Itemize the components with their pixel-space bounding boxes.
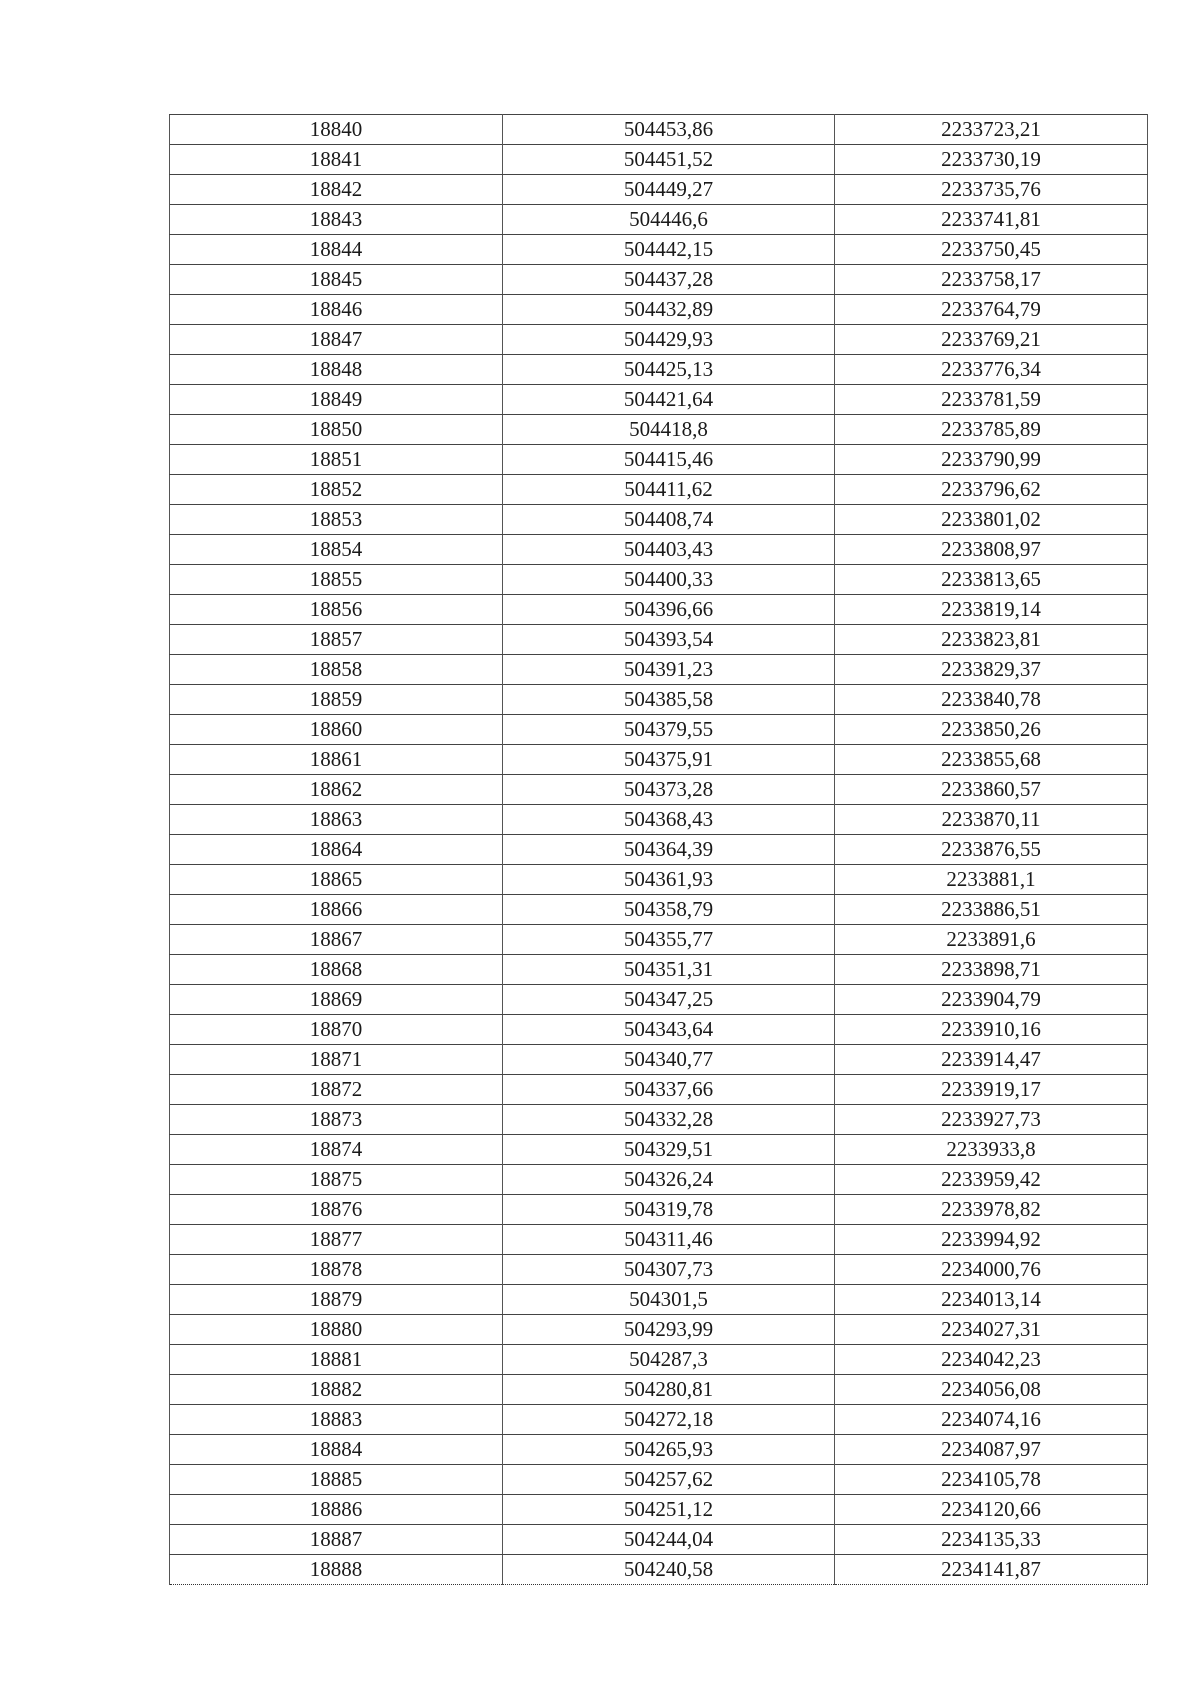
y-coordinate-cell: 2234120,66 xyxy=(835,1495,1148,1525)
table-row xyxy=(170,535,1148,565)
table-row xyxy=(170,1195,1148,1225)
point-number-cell: 18888 xyxy=(170,1555,503,1585)
y-coordinate-cell: 2233776,34 xyxy=(835,355,1148,385)
x-coordinate-cell: 504364,39 xyxy=(503,835,835,865)
point-number-cell: 18859 xyxy=(170,685,503,715)
x-coordinate-cell: 504244,04 xyxy=(503,1525,835,1555)
x-coordinate-cell: 504301,5 xyxy=(503,1285,835,1315)
x-coordinate-cell: 504280,81 xyxy=(503,1375,835,1405)
table-row xyxy=(170,1225,1148,1255)
y-coordinate-cell: 2233796,62 xyxy=(835,475,1148,505)
y-coordinate-cell: 2233860,57 xyxy=(835,775,1148,805)
y-coordinate-cell: 2233919,17 xyxy=(835,1075,1148,1105)
table-row xyxy=(170,475,1148,505)
y-coordinate-cell: 2233855,68 xyxy=(835,745,1148,775)
point-number-cell: 18842 xyxy=(170,175,503,205)
point-number-cell: 18885 xyxy=(170,1465,503,1495)
table-row xyxy=(170,895,1148,925)
x-coordinate-cell: 504446,6 xyxy=(503,205,835,235)
x-coordinate-cell: 504347,25 xyxy=(503,985,835,1015)
table-row xyxy=(170,865,1148,895)
y-coordinate-cell: 2233904,79 xyxy=(835,985,1148,1015)
point-number-cell: 18868 xyxy=(170,955,503,985)
x-coordinate-cell: 504421,64 xyxy=(503,385,835,415)
y-coordinate-cell: 2233959,42 xyxy=(835,1165,1148,1195)
x-coordinate-cell: 504432,89 xyxy=(503,295,835,325)
x-coordinate-cell: 504257,62 xyxy=(503,1465,835,1495)
point-number-cell: 18884 xyxy=(170,1435,503,1465)
table-row xyxy=(170,1255,1148,1285)
point-number-cell: 18882 xyxy=(170,1375,503,1405)
x-coordinate-cell: 504379,55 xyxy=(503,715,835,745)
y-coordinate-cell: 2234087,97 xyxy=(835,1435,1148,1465)
x-coordinate-cell: 504332,28 xyxy=(503,1105,835,1135)
y-coordinate-cell: 2233723,21 xyxy=(835,115,1148,145)
x-coordinate-cell: 504355,77 xyxy=(503,925,835,955)
point-number-cell: 18872 xyxy=(170,1075,503,1105)
x-coordinate-cell: 504251,12 xyxy=(503,1495,835,1525)
point-number-cell: 18853 xyxy=(170,505,503,535)
point-number-cell: 18845 xyxy=(170,265,503,295)
point-number-cell: 18854 xyxy=(170,535,503,565)
table-row xyxy=(170,1345,1148,1375)
table-row xyxy=(170,715,1148,745)
point-number-cell: 18887 xyxy=(170,1525,503,1555)
x-coordinate-cell: 504272,18 xyxy=(503,1405,835,1435)
y-coordinate-cell: 2234135,33 xyxy=(835,1525,1148,1555)
table-row xyxy=(170,1015,1148,1045)
table-row xyxy=(170,925,1148,955)
coordinates-table xyxy=(169,114,1148,1585)
point-number-cell: 18881 xyxy=(170,1345,503,1375)
y-coordinate-cell: 2234141,87 xyxy=(835,1555,1148,1585)
x-coordinate-cell: 504403,43 xyxy=(503,535,835,565)
point-number-cell: 18862 xyxy=(170,775,503,805)
y-coordinate-cell: 2233870,11 xyxy=(835,805,1148,835)
point-number-cell: 18850 xyxy=(170,415,503,445)
x-coordinate-cell: 504307,73 xyxy=(503,1255,835,1285)
point-number-cell: 18857 xyxy=(170,625,503,655)
y-coordinate-cell: 2233801,02 xyxy=(835,505,1148,535)
x-coordinate-cell: 504418,8 xyxy=(503,415,835,445)
table-row xyxy=(170,655,1148,685)
table-row xyxy=(170,1075,1148,1105)
x-coordinate-cell: 504375,91 xyxy=(503,745,835,775)
x-coordinate-cell: 504343,64 xyxy=(503,1015,835,1045)
x-coordinate-cell: 504265,93 xyxy=(503,1435,835,1465)
x-coordinate-cell: 504351,31 xyxy=(503,955,835,985)
table-row xyxy=(170,1495,1148,1525)
x-coordinate-cell: 504287,3 xyxy=(503,1345,835,1375)
point-number-cell: 18849 xyxy=(170,385,503,415)
point-number-cell: 18864 xyxy=(170,835,503,865)
y-coordinate-cell: 2233994,92 xyxy=(835,1225,1148,1255)
x-coordinate-cell: 504326,24 xyxy=(503,1165,835,1195)
table-row xyxy=(170,265,1148,295)
point-number-cell: 18841 xyxy=(170,145,503,175)
point-number-cell: 18880 xyxy=(170,1315,503,1345)
table-row xyxy=(170,505,1148,535)
x-coordinate-cell: 504329,51 xyxy=(503,1135,835,1165)
y-coordinate-cell: 2234000,76 xyxy=(835,1255,1148,1285)
x-coordinate-cell: 504449,27 xyxy=(503,175,835,205)
table-row xyxy=(170,955,1148,985)
y-coordinate-cell: 2233978,82 xyxy=(835,1195,1148,1225)
x-coordinate-cell: 504429,93 xyxy=(503,325,835,355)
table-row xyxy=(170,385,1148,415)
y-coordinate-cell: 2234042,23 xyxy=(835,1345,1148,1375)
y-coordinate-cell: 2234013,14 xyxy=(835,1285,1148,1315)
table-row xyxy=(170,595,1148,625)
table-row xyxy=(170,325,1148,355)
table-row xyxy=(170,145,1148,175)
table-row xyxy=(170,295,1148,325)
coordinates-table-body xyxy=(170,115,1148,1585)
point-number-cell: 18875 xyxy=(170,1165,503,1195)
x-coordinate-cell: 504319,78 xyxy=(503,1195,835,1225)
point-number-cell: 18844 xyxy=(170,235,503,265)
table-row xyxy=(170,1555,1148,1585)
x-coordinate-cell: 504340,77 xyxy=(503,1045,835,1075)
y-coordinate-cell: 2233829,37 xyxy=(835,655,1148,685)
table-row xyxy=(170,1405,1148,1435)
y-coordinate-cell: 2233876,55 xyxy=(835,835,1148,865)
x-coordinate-cell: 504437,28 xyxy=(503,265,835,295)
table-row xyxy=(170,775,1148,805)
y-coordinate-cell: 2233819,14 xyxy=(835,595,1148,625)
point-number-cell: 18876 xyxy=(170,1195,503,1225)
point-number-cell: 18869 xyxy=(170,985,503,1015)
point-number-cell: 18870 xyxy=(170,1015,503,1045)
table-row xyxy=(170,1105,1148,1135)
point-number-cell: 18879 xyxy=(170,1285,503,1315)
x-coordinate-cell: 504240,58 xyxy=(503,1555,835,1585)
point-number-cell: 18851 xyxy=(170,445,503,475)
point-number-cell: 18856 xyxy=(170,595,503,625)
table-row xyxy=(170,685,1148,715)
table-row xyxy=(170,565,1148,595)
point-number-cell: 18852 xyxy=(170,475,503,505)
table-row xyxy=(170,805,1148,835)
point-number-cell: 18843 xyxy=(170,205,503,235)
x-coordinate-cell: 504373,28 xyxy=(503,775,835,805)
table-row xyxy=(170,1525,1148,1555)
y-coordinate-cell: 2233840,78 xyxy=(835,685,1148,715)
y-coordinate-cell: 2233750,45 xyxy=(835,235,1148,265)
y-coordinate-cell: 2233758,17 xyxy=(835,265,1148,295)
y-coordinate-cell: 2233808,97 xyxy=(835,535,1148,565)
table-row xyxy=(170,415,1148,445)
x-coordinate-cell: 504311,46 xyxy=(503,1225,835,1255)
y-coordinate-cell: 2234027,31 xyxy=(835,1315,1148,1345)
y-coordinate-cell: 2233735,76 xyxy=(835,175,1148,205)
y-coordinate-cell: 2233886,51 xyxy=(835,895,1148,925)
table-row xyxy=(170,445,1148,475)
y-coordinate-cell: 2233881,1 xyxy=(835,865,1148,895)
y-coordinate-cell: 2234105,78 xyxy=(835,1465,1148,1495)
y-coordinate-cell: 2233933,8 xyxy=(835,1135,1148,1165)
x-coordinate-cell: 504425,13 xyxy=(503,355,835,385)
y-coordinate-cell: 2233790,99 xyxy=(835,445,1148,475)
table-row xyxy=(170,1315,1148,1345)
y-coordinate-cell: 2233730,19 xyxy=(835,145,1148,175)
x-coordinate-cell: 504337,66 xyxy=(503,1075,835,1105)
x-coordinate-cell: 504391,23 xyxy=(503,655,835,685)
table-row xyxy=(170,115,1148,145)
x-coordinate-cell: 504415,46 xyxy=(503,445,835,475)
y-coordinate-cell: 2233813,65 xyxy=(835,565,1148,595)
table-row xyxy=(170,1165,1148,1195)
y-coordinate-cell: 2233781,59 xyxy=(835,385,1148,415)
y-coordinate-cell: 2233910,16 xyxy=(835,1015,1148,1045)
point-number-cell: 18848 xyxy=(170,355,503,385)
point-number-cell: 18865 xyxy=(170,865,503,895)
x-coordinate-cell: 504396,66 xyxy=(503,595,835,625)
table-row xyxy=(170,175,1148,205)
y-coordinate-cell: 2233741,81 xyxy=(835,205,1148,235)
x-coordinate-cell: 504451,52 xyxy=(503,145,835,175)
point-number-cell: 18867 xyxy=(170,925,503,955)
x-coordinate-cell: 504442,15 xyxy=(503,235,835,265)
point-number-cell: 18846 xyxy=(170,295,503,325)
y-coordinate-cell: 2234056,08 xyxy=(835,1375,1148,1405)
y-coordinate-cell: 2234074,16 xyxy=(835,1405,1148,1435)
x-coordinate-cell: 504293,99 xyxy=(503,1315,835,1345)
y-coordinate-cell: 2233898,71 xyxy=(835,955,1148,985)
y-coordinate-cell: 2233764,79 xyxy=(835,295,1148,325)
table-row xyxy=(170,985,1148,1015)
y-coordinate-cell: 2233769,21 xyxy=(835,325,1148,355)
table-row xyxy=(170,355,1148,385)
table-row xyxy=(170,1465,1148,1495)
table-row xyxy=(170,1135,1148,1165)
table-row xyxy=(170,1375,1148,1405)
table-row xyxy=(170,1285,1148,1315)
y-coordinate-cell: 2233823,81 xyxy=(835,625,1148,655)
x-coordinate-cell: 504393,54 xyxy=(503,625,835,655)
table-row xyxy=(170,205,1148,235)
x-coordinate-cell: 504453,86 xyxy=(503,115,835,145)
table-row xyxy=(170,1045,1148,1075)
x-coordinate-cell: 504361,93 xyxy=(503,865,835,895)
point-number-cell: 18860 xyxy=(170,715,503,745)
table-row xyxy=(170,745,1148,775)
y-coordinate-cell: 2233850,26 xyxy=(835,715,1148,745)
y-coordinate-cell: 2233927,73 xyxy=(835,1105,1148,1135)
point-number-cell: 18878 xyxy=(170,1255,503,1285)
point-number-cell: 18861 xyxy=(170,745,503,775)
point-number-cell: 18858 xyxy=(170,655,503,685)
y-coordinate-cell: 2233914,47 xyxy=(835,1045,1148,1075)
x-coordinate-cell: 504408,74 xyxy=(503,505,835,535)
point-number-cell: 18871 xyxy=(170,1045,503,1075)
point-number-cell: 18840 xyxy=(170,115,503,145)
point-number-cell: 18866 xyxy=(170,895,503,925)
x-coordinate-cell: 504411,62 xyxy=(503,475,835,505)
table-row xyxy=(170,1435,1148,1465)
point-number-cell: 18855 xyxy=(170,565,503,595)
y-coordinate-cell: 2233785,89 xyxy=(835,415,1148,445)
point-number-cell: 18886 xyxy=(170,1495,503,1525)
point-number-cell: 18883 xyxy=(170,1405,503,1435)
table-row xyxy=(170,835,1148,865)
x-coordinate-cell: 504358,79 xyxy=(503,895,835,925)
point-number-cell: 18863 xyxy=(170,805,503,835)
point-number-cell: 18877 xyxy=(170,1225,503,1255)
table-row xyxy=(170,235,1148,265)
point-number-cell: 18874 xyxy=(170,1135,503,1165)
point-number-cell: 18847 xyxy=(170,325,503,355)
y-coordinate-cell: 2233891,6 xyxy=(835,925,1148,955)
x-coordinate-cell: 504400,33 xyxy=(503,565,835,595)
point-number-cell: 18873 xyxy=(170,1105,503,1135)
x-coordinate-cell: 504385,58 xyxy=(503,685,835,715)
x-coordinate-cell: 504368,43 xyxy=(503,805,835,835)
table-row xyxy=(170,625,1148,655)
